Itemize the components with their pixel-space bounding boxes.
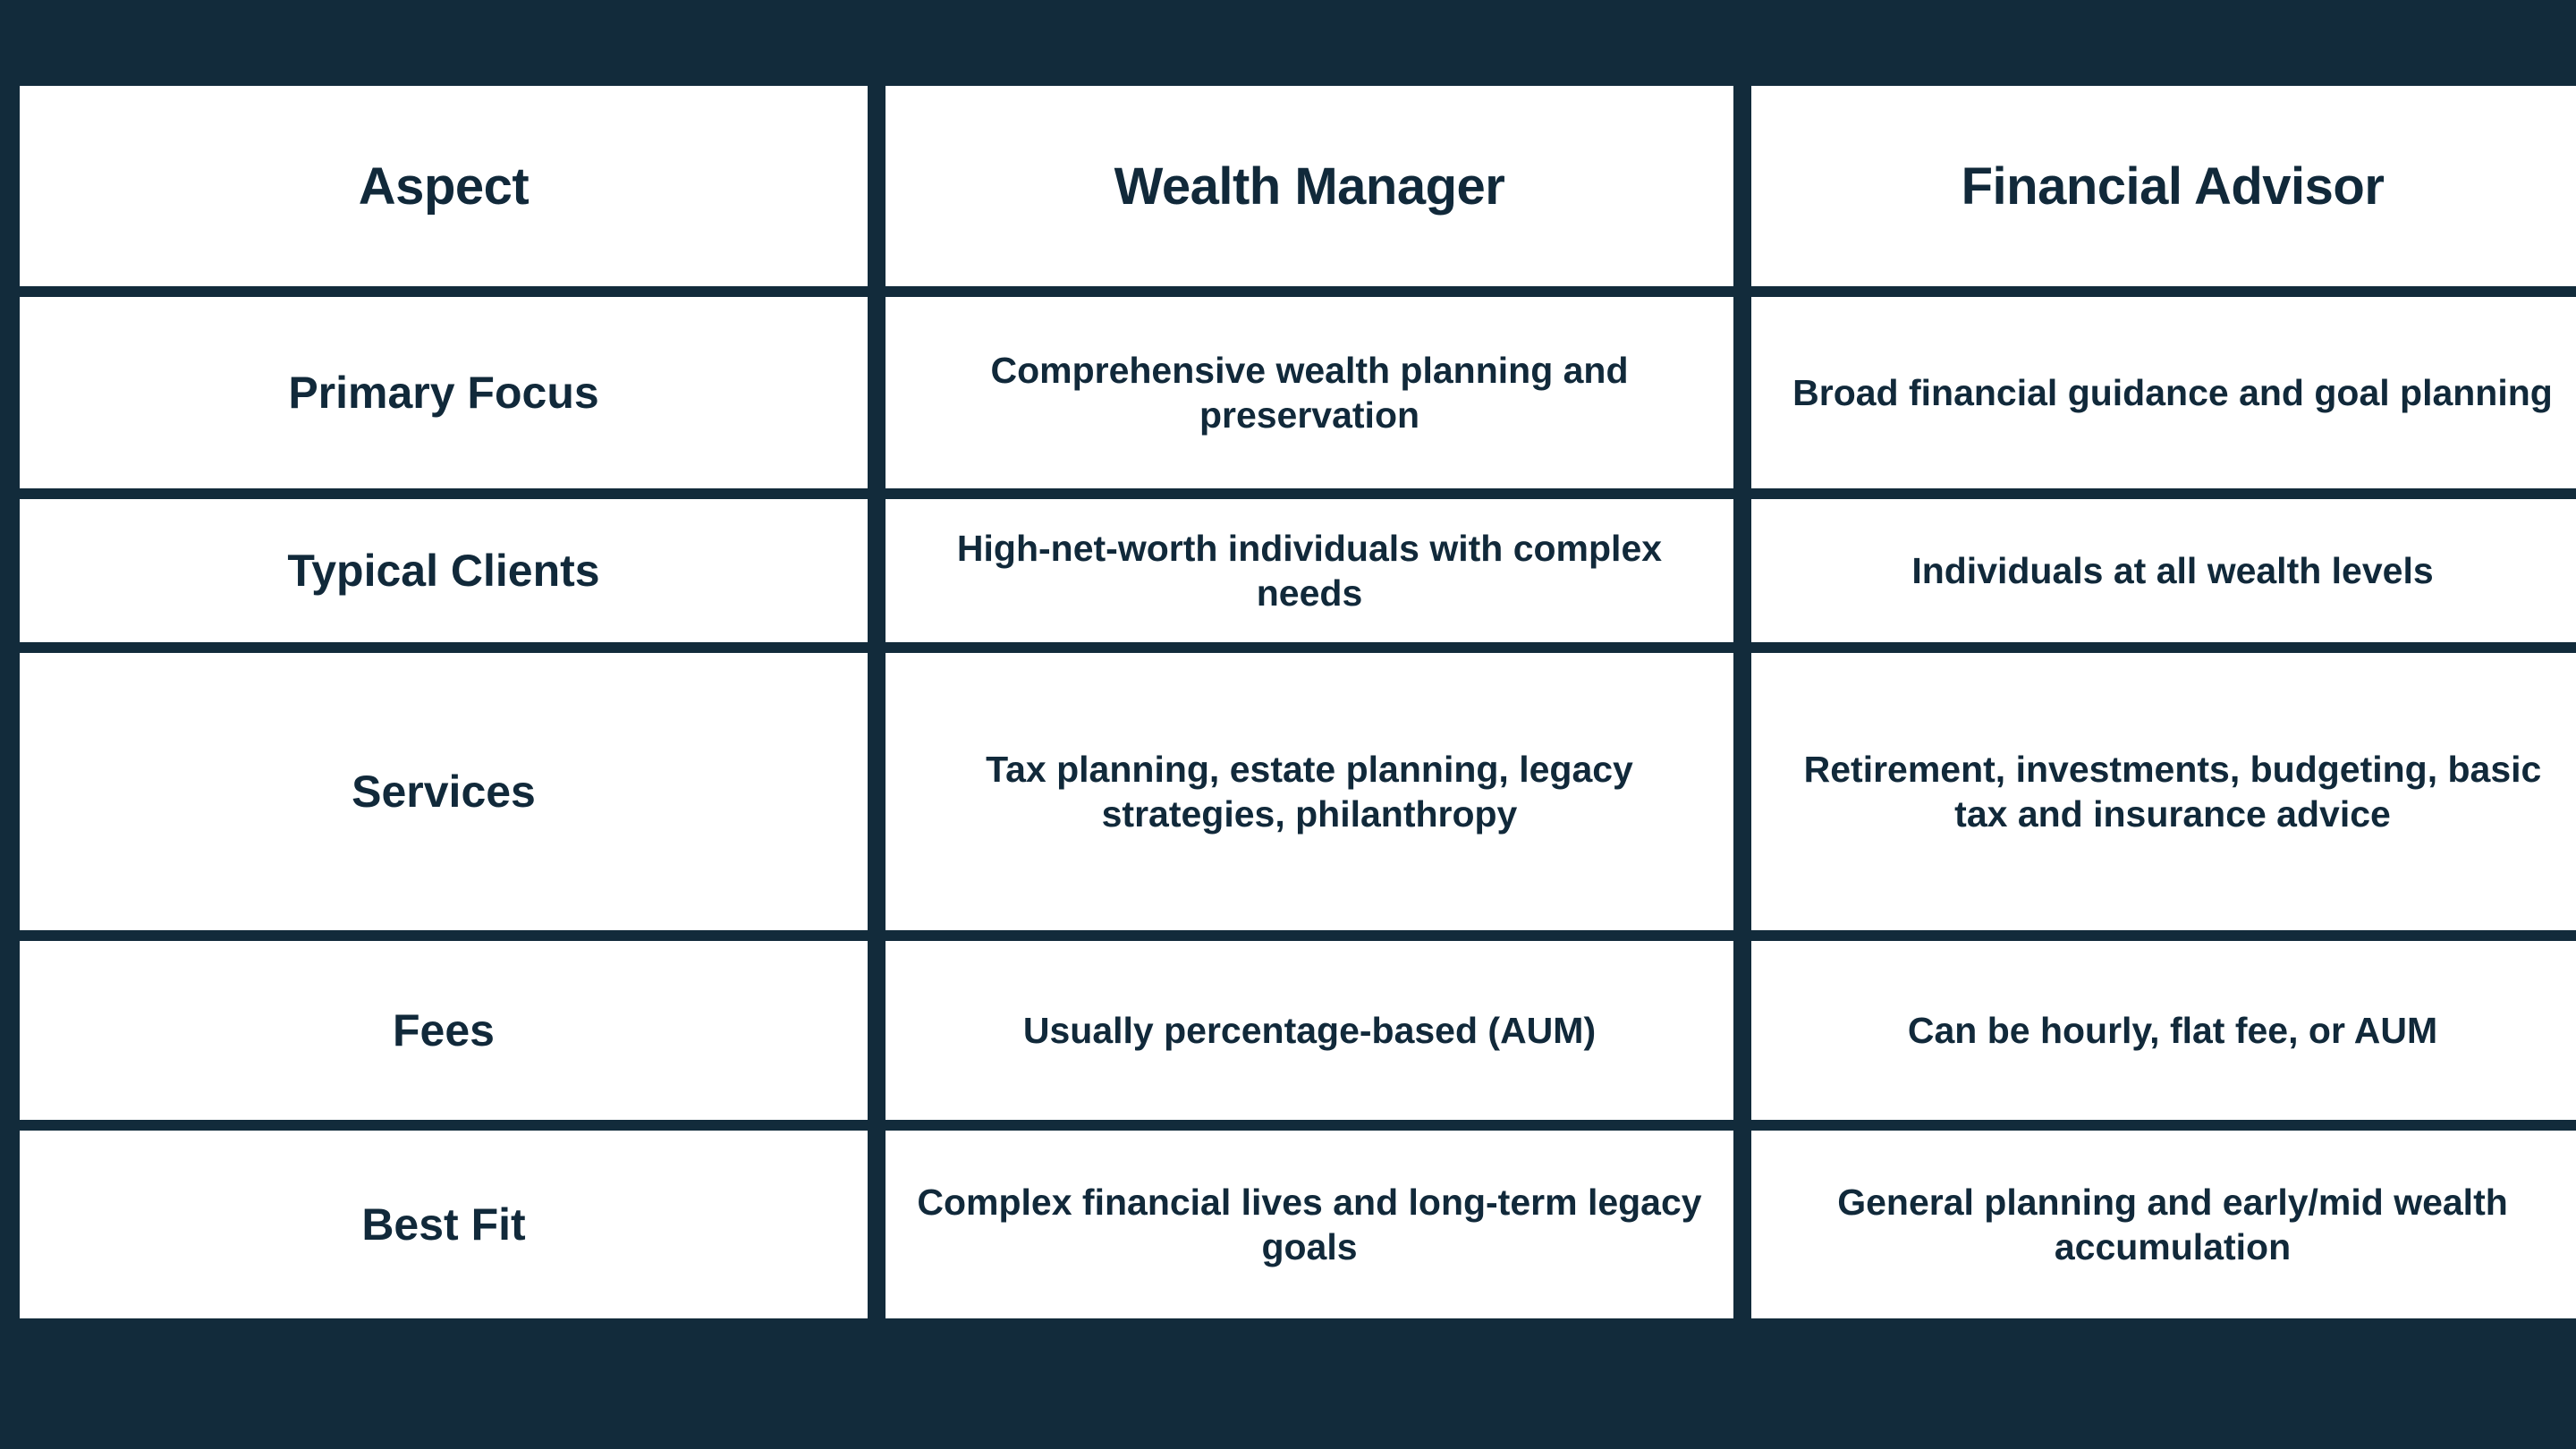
header-cell-financial-advisor [1751,86,2576,286]
header-label-aspect: Aspect [358,157,530,216]
table-row [20,297,2556,488]
cell-wealth-manager-text: High-net-worth individuals with complex needs [956,527,1663,614]
table-row [20,941,2556,1120]
cell-financial-advisor [1751,499,2576,642]
cell-wealth-manager [886,653,1733,930]
cell-financial-advisor [1751,297,2576,488]
table-header-row [20,86,2556,286]
cell-wealth-manager-text: Tax planning, estate planning, legacy strategies, philanthropy [986,748,1633,835]
cell-wealth-manager [886,297,1733,488]
header-cell-aspect [20,86,868,286]
cell-financial-advisor-text: General planning and early/mid wealth accumulation [1837,1181,2508,1267]
cell-financial-advisor [1751,653,2576,930]
cell-financial-advisor [1751,1131,2576,1318]
table-row [20,653,2556,930]
cell-aspect-label: Primary Focus [288,367,599,418]
cell-aspect-label: Typical Clients [287,545,600,596]
comparison-table [20,86,2556,1318]
cell-aspect-label: Best Fit [361,1199,526,1250]
table-row [20,499,2556,642]
cell-wealth-manager [886,941,1733,1120]
cell-aspect-label: Fees [393,1004,495,1055]
header-cell-wealth-manager [886,86,1733,286]
table-row [20,1131,2556,1318]
cell-wealth-manager-text: Usually percentage-based (AUM) [1022,1009,1597,1051]
header-label-financial-advisor: Financial Advisor [1961,157,2385,216]
cell-wealth-manager [886,499,1733,642]
cell-financial-advisor-text: Broad financial guidance and goal planning [1792,371,2553,413]
cell-financial-advisor-text: Can be hourly, flat fee, or AUM [1907,1009,2438,1051]
cell-wealth-manager-text: Comprehensive wealth planning and preservation [990,349,1629,436]
cell-aspect [20,1131,868,1318]
cell-aspect [20,499,868,642]
cell-aspect [20,941,868,1120]
header-label-wealth-manager: Wealth Manager [1114,157,1505,216]
cell-aspect [20,297,868,488]
cell-financial-advisor-text: Individuals at all wealth levels [1911,549,2434,591]
cell-aspect [20,653,868,930]
cell-aspect-label: Services [352,766,536,817]
cell-financial-advisor [1751,941,2576,1120]
cell-financial-advisor-text: Retirement, investments, budgeting, basic tax and insurance advice [1803,748,2542,835]
cell-wealth-manager-text: Complex financial lives and long-term legacy goals [917,1181,1702,1267]
cell-wealth-manager [886,1131,1733,1318]
